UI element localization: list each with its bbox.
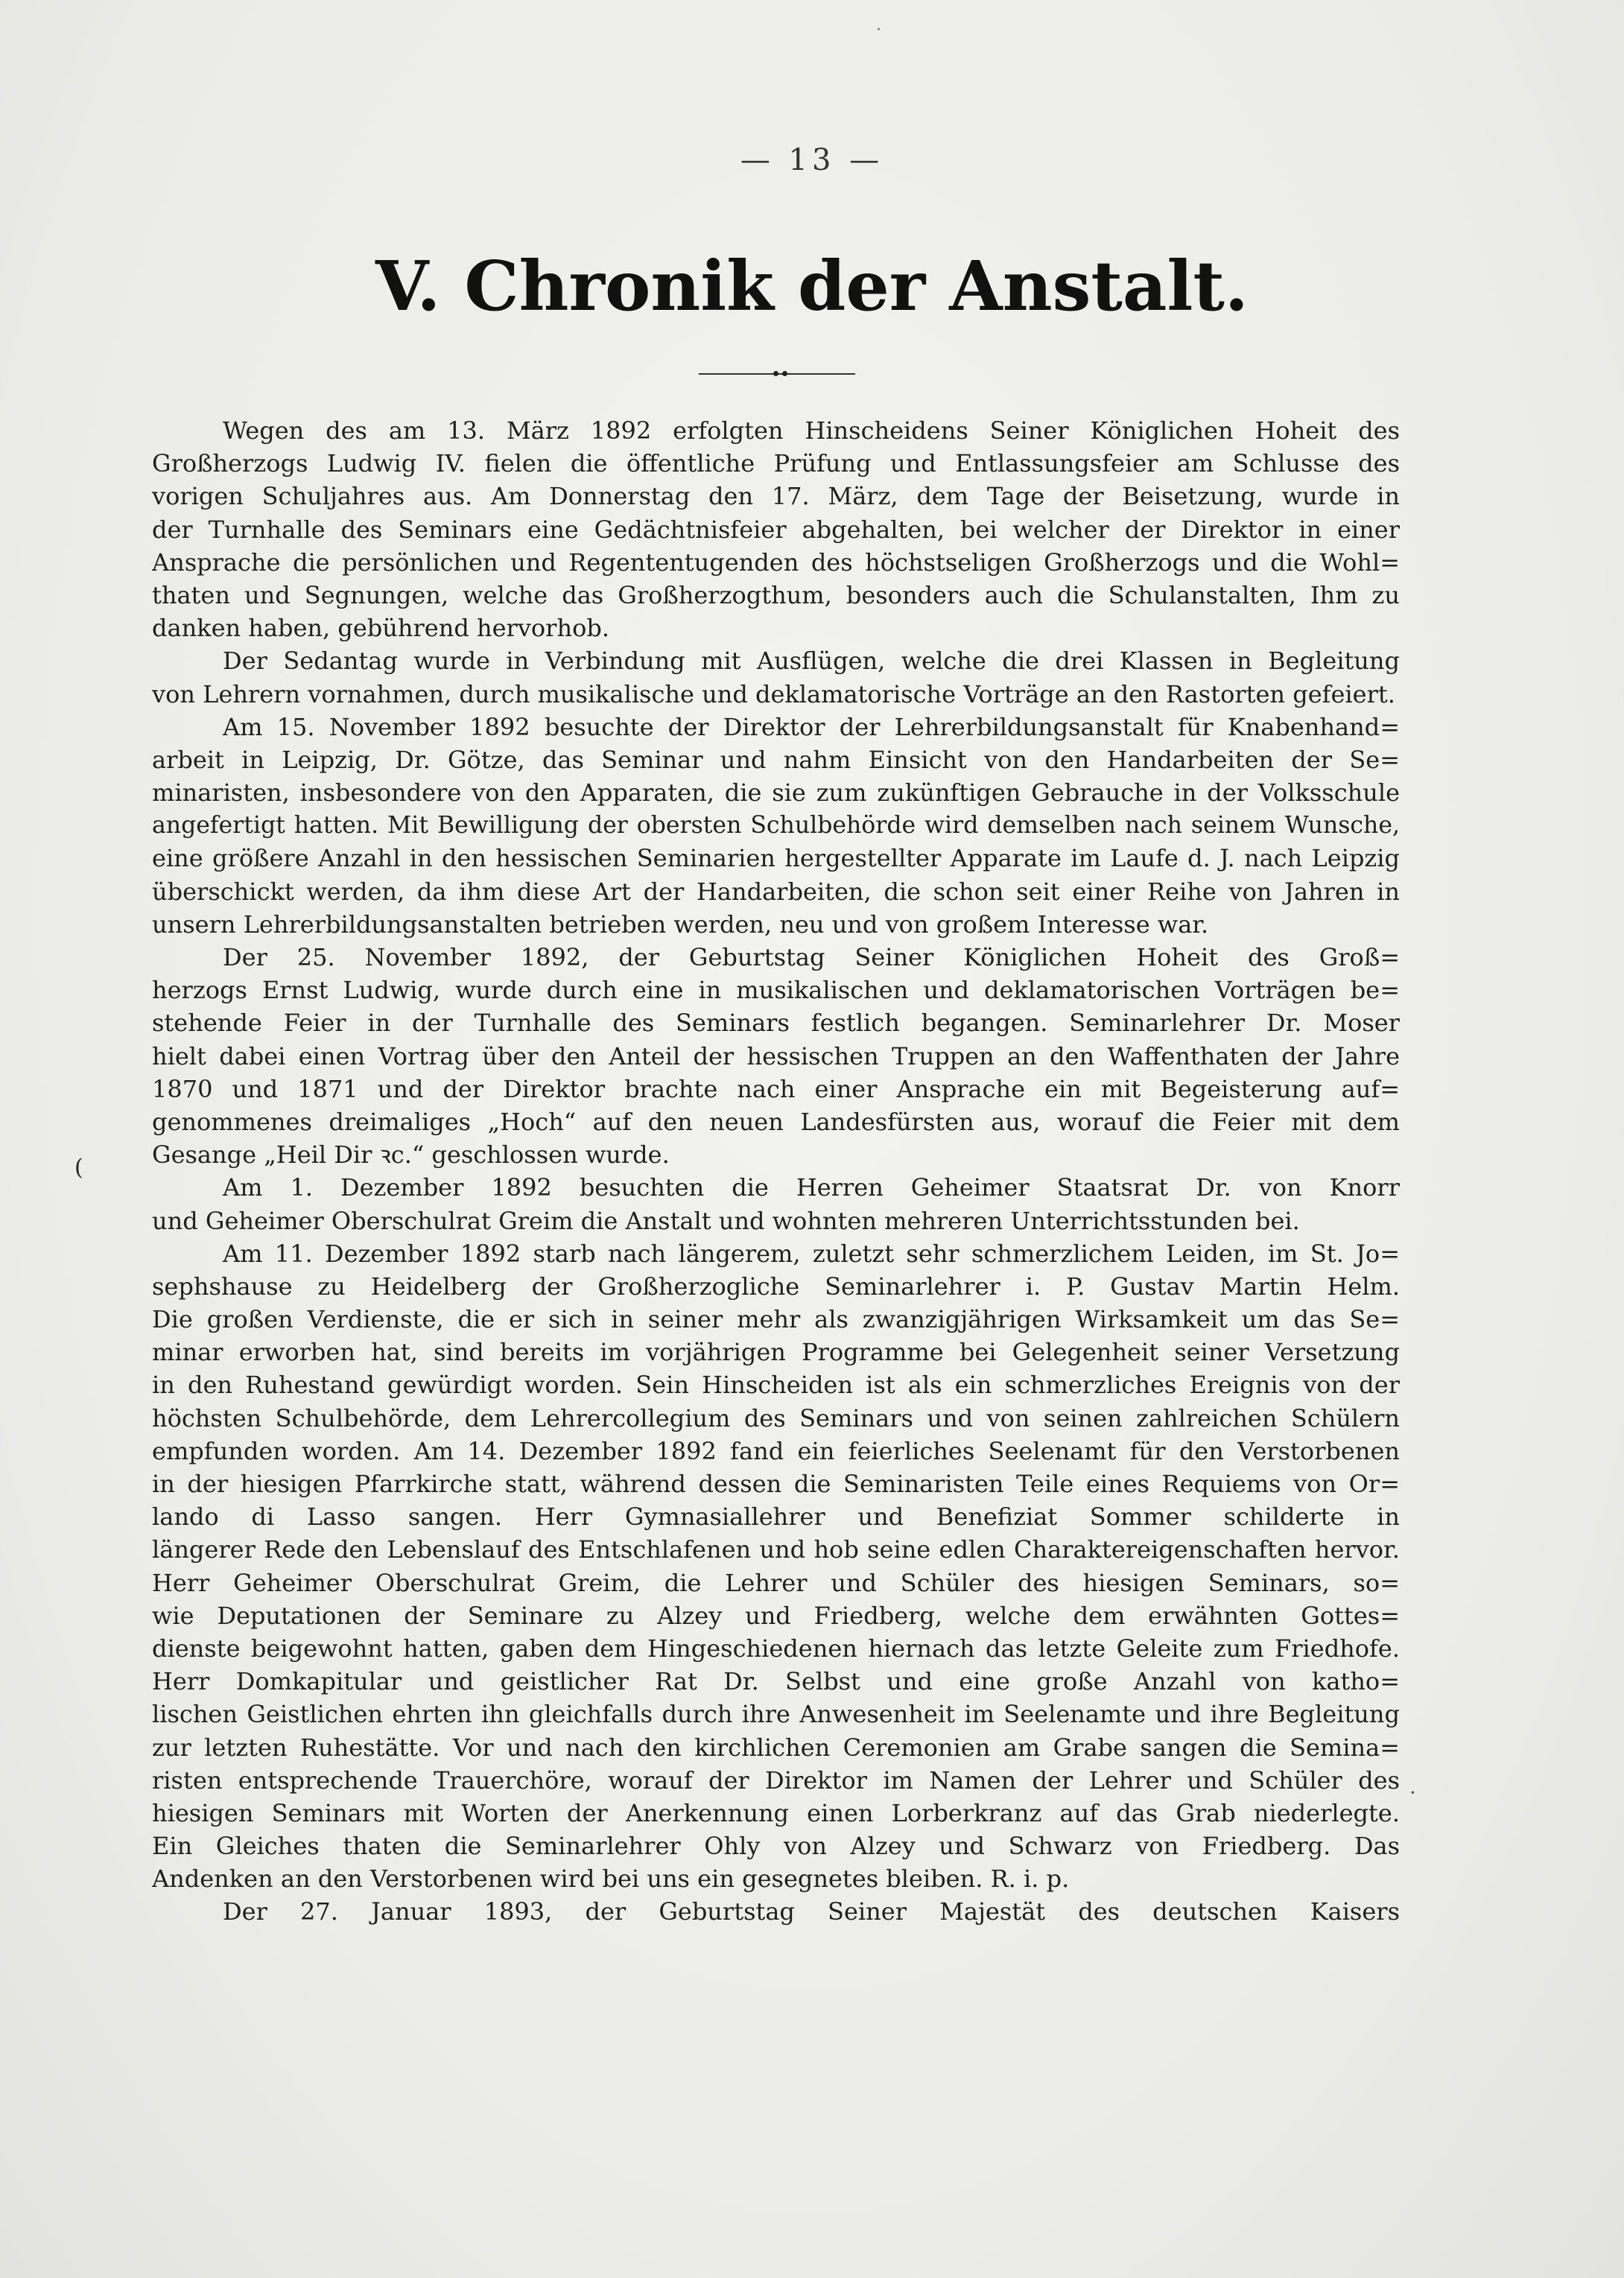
edge-mark: · [1409, 1780, 1416, 1805]
text-line: Am 11. Dezember 1892 starb nach längerem, zuletzt sehr schmerzlichem Leiden, im St. Jo= [223, 1239, 1400, 1268]
margin-mark: ( [74, 1155, 83, 1181]
text-line: dienste beigewohnt hatten, gaben dem Hingeschiedenen hiernach das letzte Geleite zum Friedhofe. [152, 1634, 1400, 1663]
text-line: hielt dabei einen Vortrag über den Anteil der hessischen Truppen an den Waffenthaten der Jahre [152, 1041, 1400, 1070]
text-line: angefertigt hatten. Mit Bewilligung der obersten Schulbehörde wird demselben nach seinem Wunsche, [152, 812, 1400, 840]
text-line: Am 15. November 1892 besuchte der Direktor der Lehrerbildungsanstalt für Knabenhand= [223, 712, 1400, 741]
text-line: risten entsprechende Trauerchöre, worauf der Direktor im Namen der Lehrer und Schüler des [152, 1765, 1400, 1795]
text-line: überschickt werden, da ihm diese Art der Handarbeiten, die schon seit einer Reihe von Jahren in [152, 877, 1400, 906]
text-line: danken haben, gebührend hervorhob. [152, 614, 609, 643]
text-line: empfunden worden. Am 14. Dezember 1892 fand ein feierliches Seelenamt für den Verstorbenen [152, 1436, 1400, 1465]
text-line: und Geheimer Oberschulrat Greim die Anstalt und wohnten mehreren Unterrichtsstunden bei. [152, 1206, 1300, 1235]
text-line: längerer Rede den Lebenslauf des Entschlafenen und hob seine edlen Charaktereigenschaften hervor. [152, 1535, 1400, 1564]
text-line: Am 1. Dezember 1892 besuchten die Herren Geheimer Staatsrat Dr. von Knorr [223, 1173, 1400, 1202]
text-line: thaten und Segnungen, welche das Großherzogthum, besonders auch die Schulanstalten, Ihm zu [152, 580, 1400, 609]
text-line: Gesange „Heil Dir ꝛc.“ geschlossen wurde. [152, 1140, 670, 1170]
text-line: Ansprache die persönlichen und Regententugenden des höchstseligen Großherzogs und die Wohl= [152, 548, 1400, 577]
text-line: 1870 und 1871 und der Direktor brachte nach einer Ansprache ein mit Begeisterung auf= [152, 1074, 1400, 1103]
page-number: — 13 — [740, 143, 884, 177]
text-line: der Turnhalle des Seminars eine Gedächtnisfeier abgehalten, bei welcher der Direktor in einer [152, 515, 1400, 544]
text-line: sephshause zu Heidelberg der Großherzogliche Seminarlehrer i. P. Gustav Martin Helm. [152, 1272, 1400, 1301]
text-line: minaristen, insbesondere von den Apparaten, die sie zum zukünftigen Gebrauche in der Volksschule [152, 778, 1400, 808]
text-line: Andenken an den Verstorbenen wird bei uns ein gesegnetes bleiben. R. i. p. [152, 1865, 1070, 1894]
text-line: Die großen Verdienste, die er sich in seiner mehr als zwanzigjährigen Wirksamkeit um das Se= [152, 1305, 1400, 1334]
text-line: Wegen des am 13. März 1892 erfolgten Hinscheidens Seiner Königlichen Hoheit des [223, 416, 1400, 445]
text-line: eine größere Anzahl in den hessischen Seminarien hergestellter Apparate im Laufe d. J. nach Leipzig [152, 844, 1400, 873]
text-line: wie Deputationen der Seminare zu Alzey und Friedberg, welche dem erwähnten Gottes= [152, 1601, 1400, 1630]
text-line: hiesigen Seminars mit Worten der Anerkennung einen Lorberkranz auf das Grab niederlegte. [152, 1798, 1400, 1827]
text-line: Großherzogs Ludwig IV. fielen die öffentliche Prüfung und Entlassungsfeier am Schlusse des [152, 449, 1400, 478]
text-line: zur letzten Ruhestätte. Vor und nach den kirchlichen Ceremonien am Grabe sangen die Semina= [152, 1733, 1400, 1762]
text-line: unsern Lehrerbildungsanstalten betrieben werden, neu und von großem Interesse war. [152, 910, 1209, 939]
text-line: in den Ruhestand gewürdigt worden. Sein Hinscheiden ist als ein schmerzliches Ereignis von der [152, 1371, 1400, 1400]
text-line: Der 27. Januar 1893, der Geburtstag Seiner Majestät des deutschen Kaisers [223, 1897, 1400, 1926]
chapter-title: V. Chronik der Anstalt. [375, 246, 1249, 326]
text-line: von Lehrern vornahmen, durch musikalische und deklamatorische Vorträge an den Rastorten gefeiert. [152, 679, 1395, 708]
text-line: höchsten Schulbehörde, dem Lehrercollegium des Seminars und von seinen zahlreichen Schülern [152, 1403, 1400, 1433]
text-line: Der 25. November 1892, der Geburtstag Seiner Königlichen Hoheit des Groß= [223, 943, 1400, 971]
text-line: Ein Gleiches thaten die Seminarlehrer Ohly von Alzey und Schwarz von Friedberg. Das [152, 1832, 1400, 1861]
text-line: minar erworben hat, sind bereits im vorjährigen Programme bei Gelegenheit seiner Versetzung [152, 1338, 1400, 1367]
title-divider [699, 372, 855, 375]
chronicle-body [152, 414, 1400, 1929]
text-line: Der Sedantag wurde in Verbindung mit Ausflügen, welche die drei Klassen in Begleitung [223, 647, 1400, 676]
text-line: arbeit in Leipzig, Dr. Götze, das Seminar und nahm Einsicht von den Handarbeiten der Se= [152, 745, 1400, 774]
text-line: lando di Lasso sangen. Herr Gymnasiallehrer und Benefiziat Sommer schilderte in [152, 1503, 1400, 1532]
text-line: lischen Geistlichen ehrten ihn gleichfalls durch ihre Anwesenheit im Seelenamte und ihre Begleitung [152, 1700, 1400, 1729]
text-line: in der hiesigen Pfarrkirche statt, während dessen die Seminaristen Teile eines Requiems von Or= [152, 1470, 1400, 1498]
text-line: Herr Domkapitular und geistlicher Rat Dr. Selbst und eine große Anzahl von katho= [152, 1667, 1400, 1696]
text-line: stehende Feier in der Turnhalle des Seminars festlich begangen. Seminarlehrer Dr. Moser [152, 1009, 1400, 1038]
text-line: herzogs Ernst Ludwig, wurde durch eine in musikalischen und deklamatorischen Vorträgen be= [152, 976, 1400, 1005]
text-line: vorigen Schuljahres aus. Am Donnerstag den 17. März, dem Tage der Beisetzung, wurde in [152, 482, 1400, 511]
text-line: Herr Geheimer Oberschulrat Greim, die Lehrer und Schüler des hiesigen Seminars, so= [152, 1568, 1400, 1597]
text-line: genommenes dreimaliges „Hoch“ auf den neuen Landesfürsten aus, worauf die Feier mit dem [152, 1107, 1400, 1136]
top-speck: · [876, 21, 881, 39]
